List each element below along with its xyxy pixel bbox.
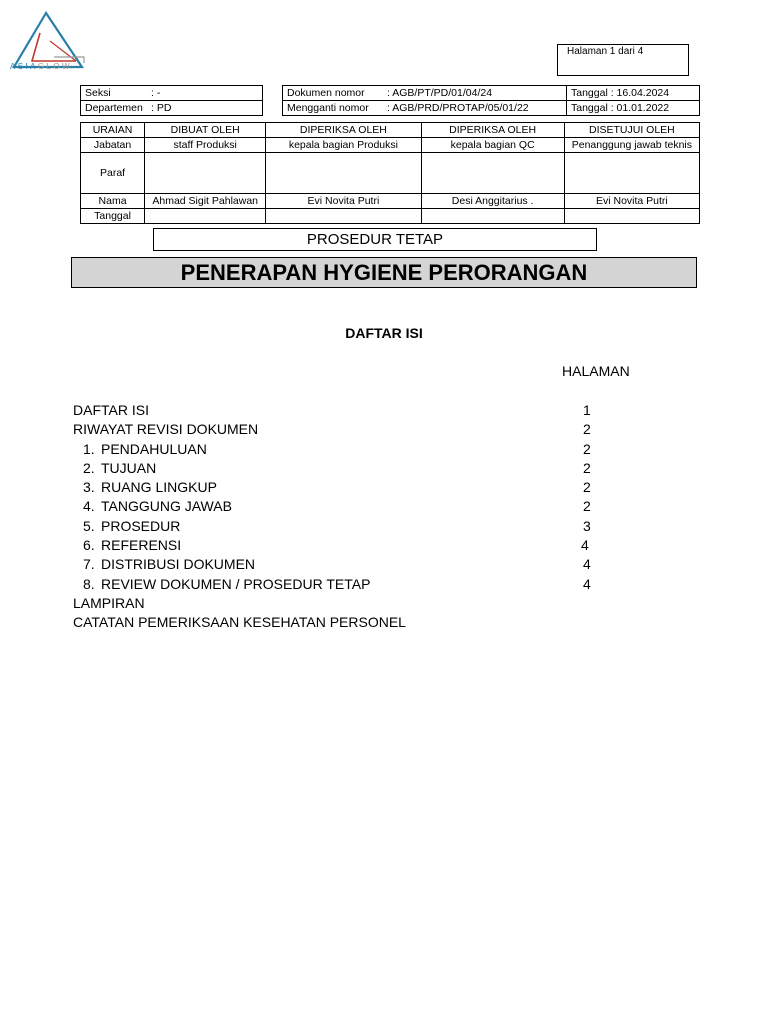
jabatan-label: Jabatan [81,138,145,153]
departemen-cell: Departemen : PD [81,101,263,116]
toc-entry: DAFTAR ISI 1 [73,402,591,418]
dokumen-tanggal-cell: Tanggal : 16.04.2024 [567,86,700,101]
jabatan-row [81,138,700,153]
paraf-diperiksa-2 [421,153,564,194]
tanggal-row [81,209,700,224]
signature-header-row [81,123,700,138]
toc-entry: 7. DISTRIBUSI DOKUMEN 4 [83,556,591,573]
toc-entry: 5. PROSEDUR 3 [83,517,591,534]
toc-entry: 6. REFERENSI 4 [83,537,589,554]
tanggal-diperiksa-1 [266,209,421,224]
table-of-contents [73,401,603,633]
mengganti-tanggal-cell: Tanggal : 01.01.2022 [567,101,700,116]
header-uraian: URAIAN [81,123,145,138]
tanggal-diperiksa-2 [421,209,564,224]
logo-wordmark: ASIAGLOW [10,62,72,71]
nama-row [81,194,700,209]
toc-heading: DAFTAR ISI [345,325,423,341]
header-diperiksa-2: DIPERIKSA OLEH [421,123,564,138]
jabatan-dibuat: staff Produksi [145,138,266,153]
jabatan-diperiksa-2: kepala bagian QC [421,138,564,153]
paraf-row [81,153,700,194]
jabatan-disetujui: Penanggung jawab teknis [564,138,699,153]
document-title: PENERAPAN HYGIENE PERORANGAN [71,257,697,288]
document-type: PROSEDUR TETAP [153,228,597,251]
tanggal-disetujui [564,209,699,224]
toc-entry: 4. TANGGUNG JAWAB 2 [83,498,591,515]
toc-page-column-label: HALAMAN [562,363,630,379]
nama-label: Nama [81,194,145,209]
mengganti-nomor-cell: Mengganti nomor : AGB/PRD/PROTAP/05/01/22 [283,101,567,116]
jabatan-diperiksa-1: kepala bagian Produksi [266,138,421,153]
tanggal-dibuat [145,209,266,224]
nama-disetujui: Evi Novita Putri [564,194,699,209]
dokumen-nomor-cell: Dokumen nomor : AGB/PT/PD/01/04/24 [283,86,567,101]
tanggal-label: Tanggal [81,209,145,224]
toc-entry: CATATAN PEMERIKSAAN KESEHATAN PERSONEL [73,614,406,631]
seksi-cell: Seksi : - [81,86,263,101]
approval-signature-table [80,122,700,224]
header-dibuat: DIBUAT OLEH [145,123,266,138]
toc-entry: LAMPIRAN [73,594,145,611]
section-info-table [80,85,263,116]
nama-diperiksa-1: Evi Novita Putri [266,194,421,209]
page-indicator: Halaman 1 dari 4 [557,44,689,76]
toc-entry: 3. RUANG LINGKUP 2 [83,479,591,496]
paraf-label: Paraf [81,153,145,194]
paraf-disetujui [564,153,699,194]
document-number-table [282,85,700,116]
paraf-dibuat [145,153,266,194]
paraf-diperiksa-1 [266,153,421,194]
header-disetujui: DISETUJUI OLEH [564,123,699,138]
header-diperiksa-1: DIPERIKSA OLEH [266,123,421,138]
toc-entry: 8. REVIEW DOKUMEN / PROSEDUR TETAP 4 [83,575,591,592]
toc-entry: 1. PENDAHULUAN 2 [83,440,591,457]
toc-entry: 2. TUJUAN 2 [83,459,591,476]
toc-entry: RIWAYAT REVISI DOKUMEN 2 [73,421,591,438]
nama-dibuat: Ahmad Sigit Pahlawan [145,194,266,209]
nama-diperiksa-2: Desi Anggitarius . [421,194,564,209]
